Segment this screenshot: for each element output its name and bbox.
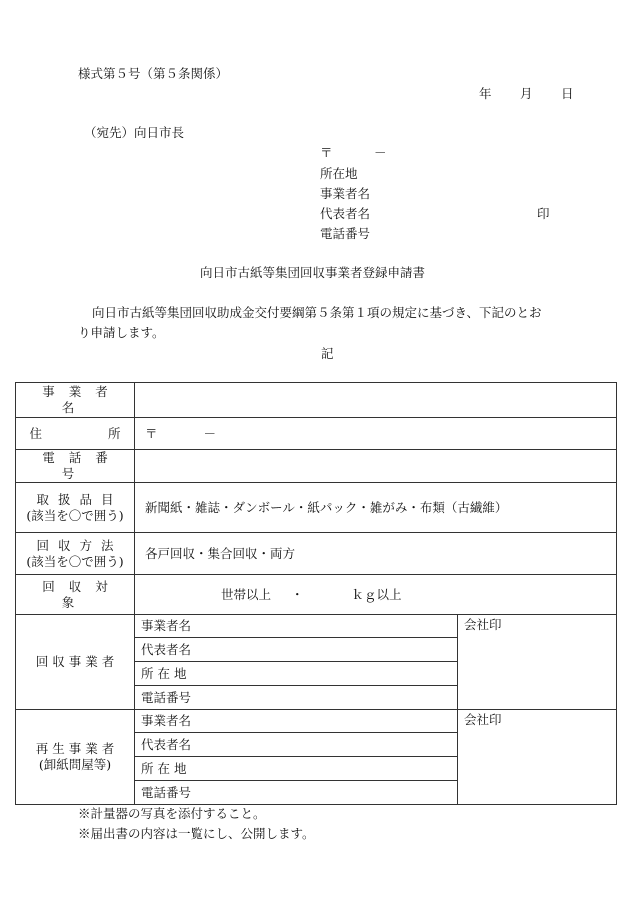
intro-line-2: り申請します。 <box>78 325 165 340</box>
recycler-phone-field[interactable]: 電話番号 <box>135 781 458 805</box>
note-publication: ※届出書の内容は一覧にし、公開します。 <box>78 826 315 841</box>
method-label-cell <box>16 533 135 575</box>
phone-label: 電話番号 <box>42 450 122 481</box>
phone-label-cell <box>16 450 135 483</box>
phone-row <box>16 450 617 483</box>
date-month: 月 <box>520 86 533 101</box>
recycler-representative-field[interactable]: 代表者名 <box>135 733 458 757</box>
recycler-note: (卸紙問屋等) <box>38 757 112 772</box>
address-field[interactable] <box>135 418 617 450</box>
target-label: 回収対象 <box>42 578 122 610</box>
recycler-company-seal[interactable]: 会社印 <box>458 710 617 805</box>
recycler-address-field[interactable]: 所 在 地 <box>135 757 458 781</box>
collector-representative-field[interactable]: 代表者名 <box>135 638 458 662</box>
method-label: 回収方法 <box>36 537 123 553</box>
business-name-field[interactable] <box>135 383 617 418</box>
business-name-label: 事業者名 <box>42 384 122 415</box>
address-postal-mark: 〒 <box>145 425 158 441</box>
items-options[interactable]: 新聞紙・雑誌・ダンボール・紙パック・雑がみ・布類（古繊維） <box>135 483 617 533</box>
address-postal-dash: － <box>203 425 217 441</box>
items-label-cell <box>16 483 135 533</box>
applicant-representative-label: 代表者名 <box>320 206 371 221</box>
address-label-cell <box>16 418 135 450</box>
business-name-row <box>16 383 617 418</box>
address-label-left: 住 <box>29 425 42 441</box>
phone-field[interactable] <box>135 450 617 483</box>
target-households: 世帯以上 <box>221 586 272 602</box>
application-form-table <box>15 382 617 805</box>
target-label-cell <box>16 575 135 615</box>
method-row <box>16 533 617 575</box>
collector-row-1 <box>16 615 617 638</box>
addressee: （宛先）向日市長 <box>84 125 185 140</box>
target-row <box>16 575 617 615</box>
applicant-name-label: 事業者名 <box>320 186 371 201</box>
recycler-label: 再生事業者 <box>35 741 119 756</box>
collector-business-name-field[interactable]: 事業者名 <box>135 615 458 638</box>
collector-label: 回収事業者 <box>35 654 119 669</box>
applicant-address-label: 所在地 <box>320 166 358 181</box>
date-year: 年 <box>479 86 492 101</box>
business-name-label-cell <box>16 383 135 418</box>
items-note: (該当を〇で囲う) <box>26 507 124 523</box>
address-row <box>16 418 617 450</box>
note-photo: ※計量器の写真を添付すること。 <box>78 806 266 821</box>
postal-mark: 〒 <box>320 145 333 160</box>
target-separator: ・ <box>291 586 304 602</box>
recycler-business-name-field[interactable]: 事業者名 <box>135 710 458 733</box>
collector-company-seal[interactable]: 会社印 <box>458 615 617 710</box>
target-weight: ｋｇ以上 <box>351 586 402 602</box>
collector-phone-field[interactable]: 電話番号 <box>135 686 458 710</box>
form-number: 様式第５号（第５条関係） <box>78 66 229 81</box>
intro-line-1: 向日市古紙等集団回収助成金交付要綱第５条第１項の規定に基づき、下記のとお <box>92 305 542 320</box>
applicant-phone-label: 電話番号 <box>320 226 371 241</box>
address-label-right: 所 <box>108 425 121 441</box>
collector-address-field[interactable]: 所 在 地 <box>135 662 458 686</box>
document-title: 向日市古紙等集団回収事業者登録申請書 <box>200 265 426 280</box>
recycler-row-1 <box>16 710 617 733</box>
method-note: (該当を〇で囲う) <box>26 553 124 569</box>
seal-mark: 印 <box>537 206 550 221</box>
target-field[interactable] <box>135 575 617 615</box>
items-row <box>16 483 617 533</box>
date-day: 日 <box>561 86 574 101</box>
method-options[interactable]: 各戸回収・集合回収・両方 <box>135 533 617 575</box>
items-label: 取扱品目 <box>36 491 123 507</box>
ki-label: 記 <box>321 346 334 361</box>
postal-dash: － <box>374 145 387 160</box>
collector-label-cell <box>16 615 135 710</box>
recycler-label-cell <box>16 710 135 805</box>
